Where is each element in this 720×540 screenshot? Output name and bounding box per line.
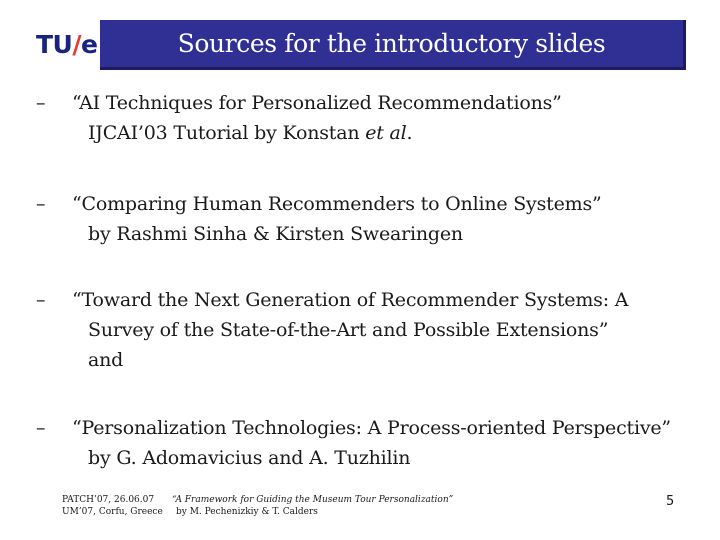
bullet-dash: –	[36, 92, 46, 114]
bullet-text: IJCAI’03 Tutorial by Konstan	[88, 122, 366, 144]
bullet-text: .	[406, 122, 413, 144]
logo-tu: TU	[36, 30, 73, 59]
title-bar	[100, 20, 686, 70]
logo-e: e	[81, 30, 98, 59]
bullet-body	[72, 88, 716, 148]
bullet-item	[36, 285, 716, 375]
bullet-line	[72, 118, 716, 148]
bullet-line: “AI Techniques for Personalized Recommendations”	[72, 92, 562, 114]
bullet-item	[36, 413, 716, 473]
footer-paper-authors: by M. Pechenizkiy & T. Calders	[176, 507, 318, 517]
bullet-italic-text: et al	[365, 122, 407, 144]
bullet-item	[36, 88, 716, 148]
footer-left-line: UM’07, Corfu, Greece	[62, 507, 163, 517]
bullet-body	[72, 413, 716, 473]
bullet-body	[72, 189, 716, 249]
logo-slash: /	[72, 30, 81, 59]
bullet-item	[36, 189, 716, 249]
footer-paper-info	[172, 494, 453, 518]
bullet-body	[72, 285, 716, 375]
bullet-line: by Rashmi Sinha & Kirsten Swearingen	[88, 223, 463, 245]
footer-paper-title: “A Framework for Guiding the Museum Tour Personalization”	[172, 495, 454, 505]
slide-title: Sources for the introductory slides	[177, 28, 606, 58]
bullet-line: by G. Adomavicius and A. Tuzhilin	[88, 447, 411, 469]
footer-left-line: PATCH’07, 26.06.07	[62, 495, 155, 505]
footer-conference-info	[62, 494, 163, 518]
bullet-line: “Toward the Next Generation of Recommender Systems: A	[72, 289, 629, 311]
tue-logo	[36, 30, 97, 60]
bullet-dash: –	[36, 289, 46, 311]
bullet-line: “Comparing Human Recommenders to Online Systems”	[72, 193, 602, 215]
bullet-line: and	[88, 349, 124, 371]
page-number: 5	[666, 494, 675, 509]
bullet-dash: –	[36, 193, 46, 215]
bullet-line: “Personalization Technologies: A Process-oriented Perspective”	[72, 417, 671, 439]
bullet-line: Survey of the State-of-the-Art and Possible Extensions”	[88, 319, 609, 341]
bullet-dash: –	[36, 417, 46, 439]
